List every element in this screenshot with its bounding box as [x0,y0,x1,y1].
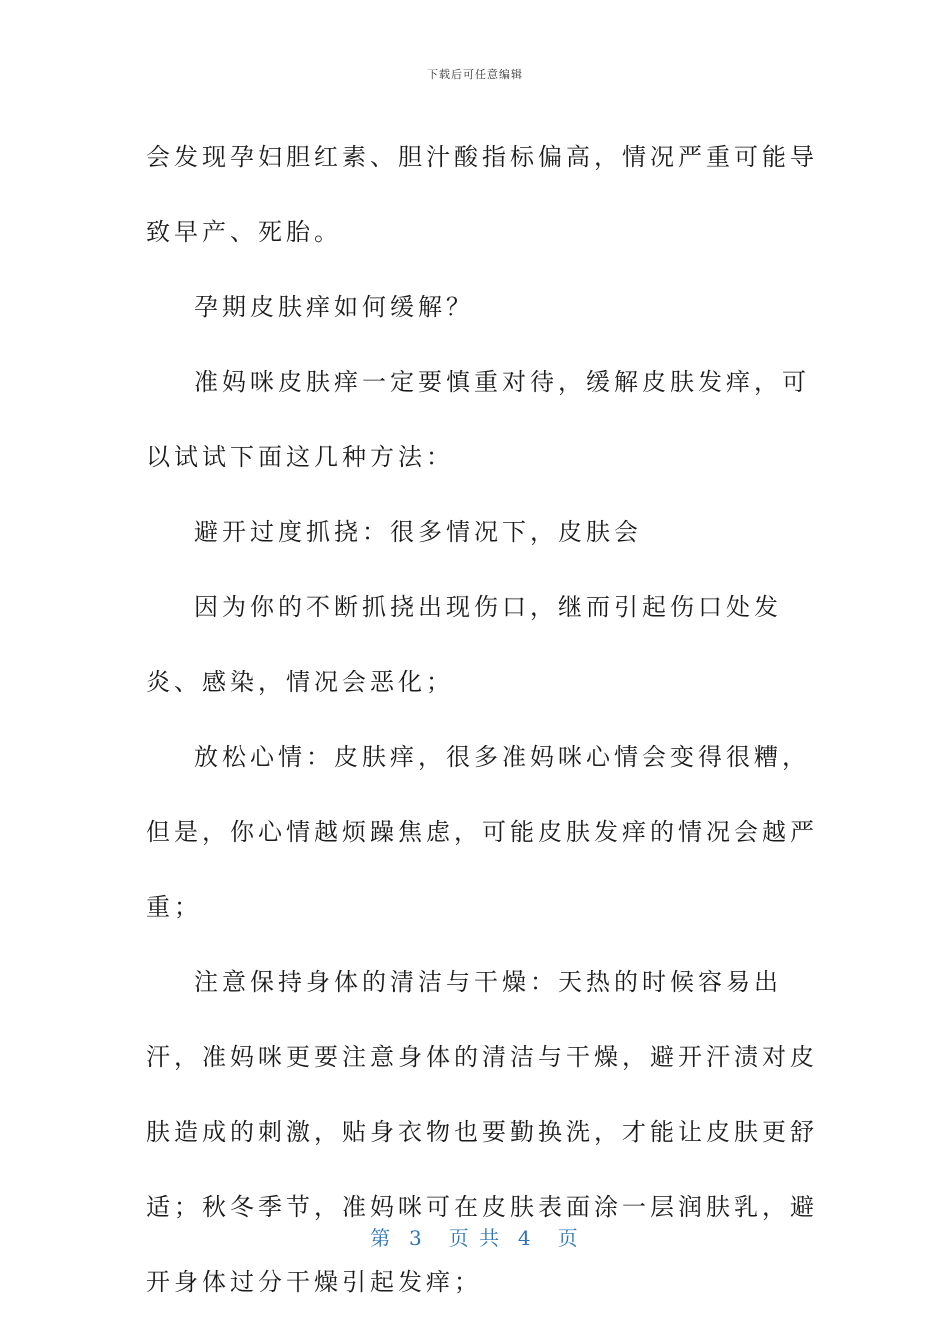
paragraph-1: 会发现孕妇胆红素、胆汁酸指标偏高，情况严重可能导致早产、死胎。 [146,143,818,246]
paragraph-5: 因为你的不断抓挠出现伤口，继而引起伤口处发炎、感染，情况会恶化； [146,593,782,696]
document-body [146,120,826,1320]
paragraph-7: 注意保持身体的清洁与干燥：天热的时候容易出汗，准妈咪更要注意身体的清洁与干燥，避开汗渍对皮肤造成的刺激，贴身衣物也要勤换洗，才能让皮肤更舒适；秋冬季节，准妈咪可在皮肤表面涂一层润肤乳，避开身体过分干燥引起发痒； [146,968,818,1296]
page-number-footer: 第 3 页 共 4 页 [370,1226,580,1250]
paragraph-6: 放松心情：皮肤痒，很多准妈咪心情会变得很糟，但是，你心情越烦躁焦虑，可能皮肤发痒的情况会越严重； [146,743,818,921]
paragraph-3: 准妈咪皮肤痒一定要慎重对待，缓解皮肤发痒，可以试试下面这几种方法： [146,368,810,471]
paragraph-2: 孕期皮肤痒如何缓解？ [194,293,474,321]
paragraph-4: 避开过度抓挠：很多情况下，皮肤会 [194,518,642,546]
header-note: 下载后可任意编辑 [427,68,523,81]
